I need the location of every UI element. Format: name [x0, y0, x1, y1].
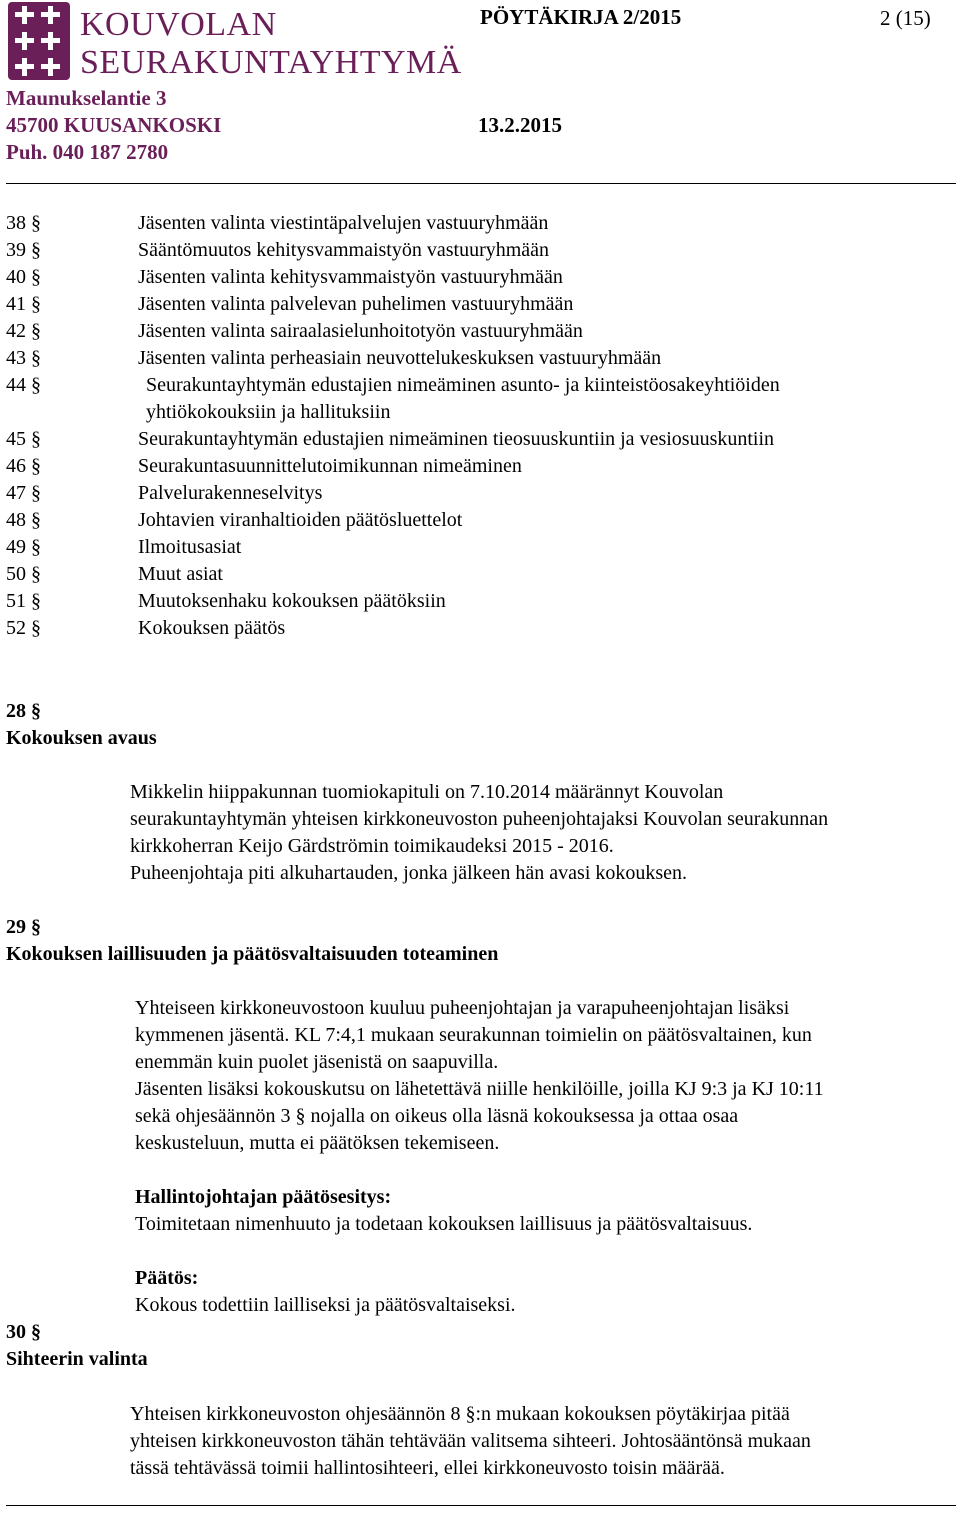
agenda-title: Jäsenten valinta perheasiain neuvottelukeskuksen vastuuryhmään [138, 347, 662, 369]
paragraph-line: tässä tehtävässä toimii hallintosihteeri, ellei kirkkoneuvosto toisin määrää. [130, 1457, 725, 1479]
paragraph-line: Yhteiseen kirkkoneuvostoon kuuluu puheenjohtajan ja varapuheenjohtajan lisäksi [135, 997, 790, 1019]
section-number: 30 § [6, 1321, 41, 1343]
agenda-number: 45 § [6, 428, 41, 450]
agenda-title: Johtavien viranhaltioiden päätösluettelot [138, 509, 463, 531]
agenda-title: Jäsenten valinta viestintäpalvelujen vastuuryhmään [138, 212, 549, 234]
paragraph-line: seurakuntayhtymän yhteisen kirkkoneuvoston puheenjohtajaksi Kouvolan seurakunnan [130, 808, 829, 830]
doc-title: PÖYTÄKIRJA 2/2015 [480, 5, 682, 29]
org-logo [4, 2, 462, 86]
header-divider [6, 183, 956, 184]
agenda-title: Sääntömuutos kehitysvammaistyön vastuuryhmään [138, 239, 550, 261]
section-number: 28 § [6, 700, 41, 722]
agenda-title: Jäsenten valinta palvelevan puhelimen vastuuryhmään [138, 293, 574, 315]
proposal-label: Hallintojohtajan päätösesitys: [135, 1186, 392, 1208]
cross-logo-icon [8, 2, 70, 80]
proposal-text: Toimitetaan nimenhuuto ja todetaan kokouksen laillisuus ja päätösvaltaisuus. [135, 1213, 753, 1235]
paragraph-line: Mikkelin hiippakunnan tuomiokapituli on 7.10.2014 määrännyt Kouvolan [130, 781, 724, 803]
agenda-number: 50 § [6, 563, 41, 585]
section-heading: Kokouksen avaus [6, 727, 157, 749]
agenda-number: 48 § [6, 509, 41, 531]
agenda-number: 51 § [6, 590, 41, 612]
agenda-title: Seurakuntasuunnittelutoimikunnan nimeäminen [138, 455, 522, 477]
section-heading: Sihteerin valinta [6, 1348, 148, 1370]
agenda-number: 43 § [6, 347, 41, 369]
agenda-title: Jäsenten valinta kehitysvammaistyön vastuuryhmään [138, 266, 563, 288]
paragraph-line: yhteisen kirkkoneuvoston tähän tehtävään valitsema sihteeri. Johtosääntönsä mukaan [130, 1430, 811, 1452]
agenda-number: 47 § [6, 482, 41, 504]
paragraph-line: enemmän kuin puolet jäsenistä on saapuvilla. [135, 1051, 499, 1073]
agenda-title: Seurakuntayhtymän edustajien nimeäminen tieosuuskuntiin ja vesiosuuskuntiin [138, 428, 775, 450]
agenda-number: 49 § [6, 536, 41, 558]
footer-divider [6, 1505, 956, 1506]
agenda-title: Jäsenten valinta sairaalasielunhoitotyön vastuuryhmään [138, 320, 583, 342]
doc-date: 13.2.2015 [478, 113, 562, 137]
address-street: Maunukselantie 3 [6, 86, 167, 110]
agenda-number: 52 § [6, 617, 41, 639]
page-number: 2 (15) [880, 6, 931, 30]
section-heading: Kokouksen laillisuuden ja päätösvaltaisuuden toteaminen [6, 943, 499, 965]
agenda-title: Seurakuntayhtymän edustajien nimeäminen asunto- ja kiinteistöosakeyhtiöiden [146, 374, 780, 396]
agenda-number: 46 § [6, 455, 41, 477]
agenda-title: Palvelurakenneselvitys [138, 482, 323, 504]
agenda-title: Muut asiat [138, 563, 223, 585]
agenda-number: 40 § [6, 266, 41, 288]
agenda-title-line2: yhtiökokouksiin ja hallituksiin [146, 401, 391, 423]
agenda-title: Kokouksen päätös [138, 617, 286, 639]
agenda-number: 41 § [6, 293, 41, 315]
org-name-line2: SEURAKUNTAYHTYMÄ [80, 44, 462, 81]
phone-number: Puh. 040 187 2780 [6, 140, 169, 164]
paragraph-line: keskusteluun, mutta ei päätöksen tekemiseen. [135, 1132, 500, 1154]
org-name-line1: KOUVOLAN [80, 6, 277, 43]
paragraph-line: Yhteisen kirkkoneuvoston ohjesäännön 8 §:n mukaan kokouksen pöytäkirjaa pitää [130, 1403, 790, 1425]
agenda-number: 39 § [6, 239, 41, 261]
decision-label: Päätös: [135, 1267, 199, 1289]
agenda-number: 42 § [6, 320, 41, 342]
paragraph-line: kymmenen jäsentä. KL 7:4,1 mukaan seurakunnan toimielin on päätösvaltainen, kun [135, 1024, 812, 1046]
paragraph-line: Jäsenten lisäksi kokouskutsu on lähetettävä niille henkilöille, joilla KJ 9:3 ja KJ 10:11 [135, 1078, 824, 1100]
agenda-number: 38 § [6, 212, 41, 234]
paragraph-line: kirkkoherran Keijo Gärdströmin toimikaudeksi 2015 - 2016. [130, 835, 614, 857]
section-number: 29 § [6, 916, 41, 938]
agenda-number: 44 § [6, 374, 41, 396]
decision-text: Kokous todettiin lailliseksi ja päätösvaltaiseksi. [135, 1294, 516, 1316]
paragraph-line: Puheenjohtaja piti alkuhartauden, jonka jälkeen hän avasi kokouksen. [130, 862, 688, 884]
agenda-title: Muutoksenhaku kokouksen päätöksiin [138, 590, 446, 612]
address-postal: 45700 KUUSANKOSKI [6, 113, 222, 137]
paragraph-line: sekä ohjesäännön 3 § nojalla on oikeus olla läsnä kokouksessa ja ottaa osaa [135, 1105, 739, 1127]
agenda-title: Ilmoitusasiat [138, 536, 242, 558]
